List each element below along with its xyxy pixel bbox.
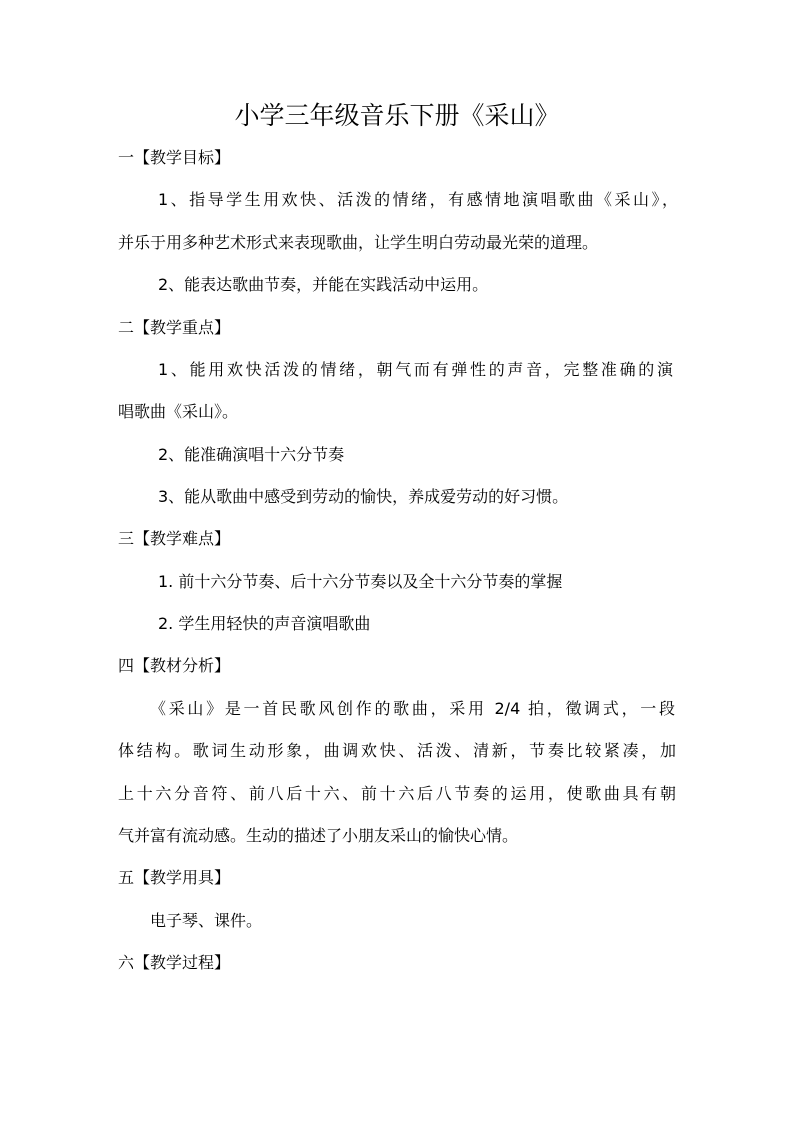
objectives-line-1: 1、指导学生用欢快、活泼的情绪，有感情地演唱歌曲《采山》， [158,190,678,209]
objectives-line-2: 并乐于用多种艺术形式来表现歌曲，让学生明白劳动最光荣的道理。 [118,233,599,252]
document-title: 小学三年级音乐下册《采山》 [234,101,560,130]
section-heading-difficulties: 三【教学难点】 [118,529,231,548]
key-points-line-2: 唱歌曲《采山》。 [118,402,239,421]
section-heading-analysis: 四【教材分析】 [118,656,231,675]
analysis-line-2: 体结构。歌词生动形象，曲调欢快、活泼、清新，节奏比较紧凑，加 [118,741,676,760]
analysis-line-1: 《采山》是一首民歌风创作的歌曲，采用 2/4 拍，徵调式，一段 [150,699,675,718]
difficulties-line-1: 1. 前十六分节奏、后十六分节奏以及全十六分节奏的掌握 [158,572,563,591]
section-heading-key-points: 二【教学重点】 [118,318,231,337]
objectives-line-3: 2、能表达歌曲节奏，并能在实践活动中运用。 [158,275,489,294]
analysis-line-3: 上十六分音符、前八后十六、前十六后八节奏的运用，使歌曲具有朝 [118,784,676,803]
key-points-line-4: 3、能从歌曲中感受到劳动的愉快，养成爱劳动的好习惯。 [158,487,569,506]
section-heading-objectives: 一【教学目标】 [118,148,231,167]
key-points-line-3: 2、能准确演唱十六分节奏 [158,445,345,464]
materials-line-1: 电子琴、课件。 [150,911,263,930]
section-heading-process: 六【教学过程】 [118,953,231,972]
section-heading-materials: 五【教学用具】 [118,868,231,887]
key-points-line-1: 1、能用欢快活泼的情绪，朝气而有弹性的声音，完整准确的演 [158,360,673,379]
difficulties-line-2: 2. 学生用轻快的声音演唱歌曲 [158,614,371,633]
analysis-line-4: 气并富有流动感。生动的描述了小朋友采山的愉快心情。 [118,826,519,845]
